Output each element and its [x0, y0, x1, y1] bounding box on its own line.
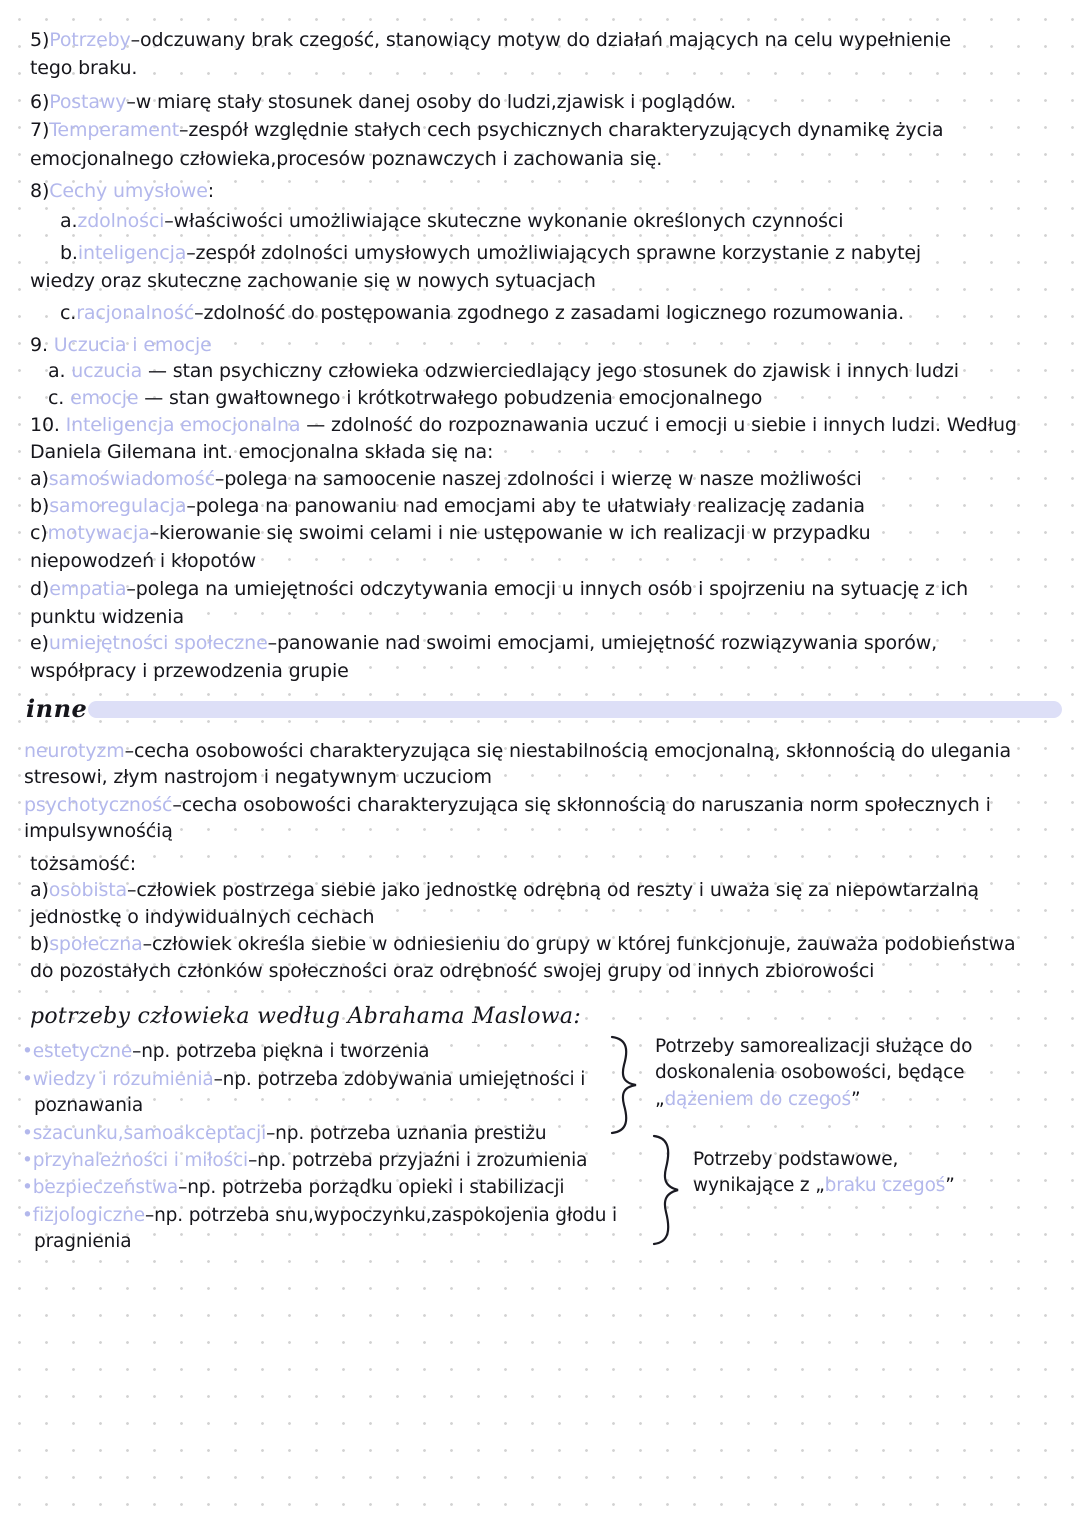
highlighted-term: motywacja: [47, 522, 150, 544]
note-label: a): [30, 468, 49, 490]
maslow-need-line: [22, 1203, 617, 1229]
highlighted-term: przynależności i miłości: [32, 1150, 249, 1171]
note-line: [30, 493, 865, 519]
note-line: [48, 385, 762, 411]
inne-line: [30, 931, 1015, 957]
note-line: [30, 178, 214, 204]
term-definition: –odczuwany brak czegość, stanowiący motyw do działań mających na celu wypełnienie: [130, 29, 951, 51]
inne-line: [30, 904, 374, 930]
term-definition: –np. potrzeba zdobywania umiejętności i: [213, 1069, 586, 1090]
note-label: wynikające z „: [693, 1175, 825, 1196]
self-realization-note: [655, 1060, 964, 1086]
highlighted-term: zdolności: [77, 210, 165, 232]
note-text: tego braku.: [30, 57, 138, 79]
term-definition: ”: [945, 1175, 955, 1196]
inne-line: [30, 958, 874, 984]
note-text: tożsamość:: [30, 853, 136, 875]
highlighted-term: Uczucia i emocje: [53, 334, 212, 356]
note-text: Daniela Gilemana int. emocjonalna składa się na:: [30, 441, 494, 463]
term-definition: –np. potrzeba porządku opieki i stabilizacji: [178, 1177, 565, 1198]
maslow-heading: potrzeby człowieka według Abrahama Maslowa:: [30, 1004, 582, 1029]
note-label: c.: [60, 302, 77, 324]
inne-line: [30, 877, 979, 903]
term-definition: –zespół zdolności umysłowych umożliwiających sprawne korzystanie z nabytej: [186, 242, 922, 264]
note-line: [30, 412, 1017, 438]
note-text: do pozostałych członków społeczności oraz odrębność swojej grupy od innych zbiorowości: [30, 960, 875, 982]
self-realization-note: [655, 1034, 972, 1060]
term-definition: –człowiek określa siebie w odniesieniu do grupy w której funkcjonuje, zauważa podobieństwa: [142, 933, 1016, 955]
maslow-need-line: [22, 1148, 587, 1174]
note-line: [60, 208, 843, 234]
note-label: b): [30, 495, 50, 517]
note-line: [30, 268, 596, 294]
inne-heading: inne: [26, 694, 88, 723]
highlighted-term: inteligencja: [77, 242, 187, 264]
note-label: „: [655, 1089, 665, 1110]
note-text: jednostkę o indywidualnych cechach: [30, 906, 375, 928]
note-line: [48, 358, 959, 384]
note-label: 6): [30, 91, 50, 113]
note-line: [30, 117, 943, 143]
highlighted-term: Cechy umysłowe: [49, 180, 208, 202]
term-definition: ”: [850, 1089, 861, 1110]
note-line: [30, 604, 184, 630]
bullet-icon: •: [22, 1150, 33, 1171]
highlighted-term: neurotyzm: [24, 740, 125, 762]
highlighted-term: Potrzeby: [49, 29, 131, 51]
highlighted-term: dążeniem do czegoś: [664, 1089, 851, 1110]
note-line: [30, 89, 736, 115]
note-text: poznawania: [34, 1095, 144, 1116]
highlighted-term: empatia: [49, 578, 127, 600]
maslow-need-line: [22, 1175, 564, 1201]
basic-needs-note: [693, 1173, 955, 1199]
note-label: a): [30, 879, 49, 901]
maslow-need-line: [22, 1067, 585, 1093]
bullet-icon: •: [22, 1041, 33, 1062]
term-definition: –np. potrzeba piękna i tworzenia: [132, 1041, 430, 1062]
note-text: wiedzy oraz skuteczne zachowanie się w nowych sytuacjach: [30, 270, 596, 292]
note-line: [30, 576, 968, 602]
highlighted-term: samoświadomość: [48, 468, 215, 490]
highlighted-term: emocje: [70, 387, 139, 409]
note-label: a.: [60, 210, 78, 232]
note-text: doskonalenia osobowości, będące: [655, 1062, 965, 1083]
highlighted-term: szacunku,samoakceptacji: [32, 1123, 267, 1144]
inne-line: [24, 738, 1011, 764]
highlighted-term: samoregulacja: [49, 495, 187, 517]
term-definition: –polega na umiejętności odczytywania emocji u innych osób i spojrzeniu na sytuację z ich: [126, 578, 968, 600]
note-label: c): [30, 522, 48, 544]
note-line: [30, 439, 493, 465]
term-definition: –zespół względnie stałych cech psychicznych charakteryzujących dynamikę życia: [179, 119, 944, 141]
highlighted-term: umiejętności społeczne: [48, 632, 268, 654]
note-label: c.: [48, 387, 71, 409]
note-text: Potrzeby podstawowe,: [693, 1149, 899, 1170]
highlighted-term: Temperament: [49, 119, 180, 141]
note-line: [30, 332, 212, 358]
note-label: 5): [30, 29, 50, 51]
maslow-need-line: [34, 1093, 143, 1119]
basic-needs-note: [693, 1147, 898, 1173]
note-line: [30, 146, 662, 172]
note-line: [30, 630, 937, 656]
inne-line: [24, 818, 173, 844]
highlighted-term: bezpieczeństwa: [32, 1177, 179, 1198]
term-definition: — stan gwałtownego i krótkotrwałego pobudzenia emocjonalnego: [138, 387, 763, 409]
note-line: [30, 27, 951, 53]
term-definition: –polega na panowaniu nad emocjami aby te ułatwiały realizację zadania: [186, 495, 865, 517]
note-line: [60, 300, 904, 326]
bullet-icon: •: [22, 1205, 33, 1226]
bullet-icon: •: [22, 1177, 33, 1198]
note-line: [60, 240, 921, 266]
term-definition: –człowiek postrzega siebie jako jednostkę odrębną od reszty i uważa się za niepowtarzalną: [127, 879, 979, 901]
note-label: 9.: [30, 334, 54, 356]
term-definition: :: [207, 180, 215, 202]
note-text: punktu widzenia: [30, 606, 184, 628]
note-text: współpracy i przewodzenia grupie: [30, 660, 349, 682]
inne-line: [30, 851, 136, 877]
note-label: a.: [48, 360, 72, 382]
inne-line: [24, 792, 991, 818]
maslow-need-line: [22, 1121, 546, 1147]
note-text: stresowi, złym nastrojom i negatywnym uczuciom: [24, 766, 492, 788]
note-text: Potrzeby samorealizacji służące do: [655, 1036, 973, 1057]
term-definition: –np. potrzeba snu,wypoczynku,zaspokojenia głodu i: [144, 1205, 618, 1226]
right-brace-icon: [606, 1033, 640, 1137]
highlighted-term: wiedzy i rozumienia: [32, 1069, 214, 1090]
term-definition: –w miarę stały stosunek danej osoby do ludzi,zjawisk i poglądów.: [126, 91, 736, 113]
highlighted-term: Postawy: [49, 91, 127, 113]
note-line: [30, 548, 256, 574]
highlighted-term: społeczna: [49, 933, 143, 955]
term-definition: –np. potrzeba uznania prestiżu: [266, 1123, 547, 1144]
self-realization-note: [655, 1087, 860, 1113]
term-definition: –zdolność do postępowania zgodnego z zasadami logicznego rozumowania.: [194, 302, 904, 324]
highlighted-term: Inteligencja emocjonalna: [65, 414, 301, 436]
bullet-icon: •: [22, 1123, 33, 1144]
note-line: [30, 55, 137, 81]
highlighted-term: uczucia: [71, 360, 143, 382]
term-definition: –cecha osobowości charakteryzująca się niestabilnością emocjonalną, skłonnością do ulegania: [124, 740, 1012, 762]
note-label: b): [30, 933, 50, 955]
term-definition: –właściwości umożliwiające skuteczne wykonanie określonych czynności: [164, 210, 844, 232]
note-text: emocjonalnego człowieka,procesów poznawczych i zachowania się.: [30, 148, 663, 170]
inne-line: [24, 764, 492, 790]
note-line: [30, 520, 870, 546]
highlighted-term: estetyczne: [32, 1041, 133, 1062]
note-label: 10.: [30, 414, 66, 436]
note-line: [30, 466, 862, 492]
highlighted-term: osobista: [48, 879, 128, 901]
term-definition: — stan psychiczny człowieka odzwierciedlający jego stosunek do zjawisk i innych ludzi: [142, 360, 959, 382]
term-definition: –panowanie nad swoimi emocjami, umiejętność rozwiązywania sporów,: [267, 632, 937, 654]
term-definition: –np. potrzeba przyjaźni i zrozumienia: [248, 1150, 588, 1171]
highlighted-term: fizjologiczne: [32, 1205, 145, 1226]
note-label: d): [30, 578, 50, 600]
note-label: b.: [60, 242, 78, 264]
note-text: pragnienia: [34, 1231, 132, 1252]
note-text: niepowodzeń i kłopotów: [30, 550, 257, 572]
term-definition: –kierowanie się swoimi celami i nie ustępowanie w ich realizacji w przypadku: [149, 522, 871, 544]
highlighted-term: racjonalność: [76, 302, 195, 324]
highlighted-term: braku czegoś: [824, 1175, 946, 1196]
inne-highlight-band: [88, 701, 1062, 718]
note-label: e): [30, 632, 49, 654]
highlighted-term: psychotyczność: [24, 794, 173, 816]
note-line: [30, 658, 349, 684]
maslow-need-line: [34, 1229, 131, 1255]
right-brace-icon: [648, 1132, 682, 1248]
maslow-need-line: [22, 1039, 429, 1065]
bullet-icon: •: [22, 1069, 33, 1090]
note-label: 8): [30, 180, 50, 202]
note-text: impulsywnośćią: [24, 820, 173, 842]
term-definition: –cecha osobowości charakteryzująca się skłonnością do naruszania norm społecznych i: [172, 794, 991, 816]
note-label: 7): [30, 119, 50, 141]
term-definition: –polega na samoocenie naszej zdolności i wierzę w nasze możliwości: [214, 468, 862, 490]
term-definition: — zdolność do rozpoznawania uczuć i emocji u siebie i innych ludzi. Według: [300, 414, 1017, 436]
